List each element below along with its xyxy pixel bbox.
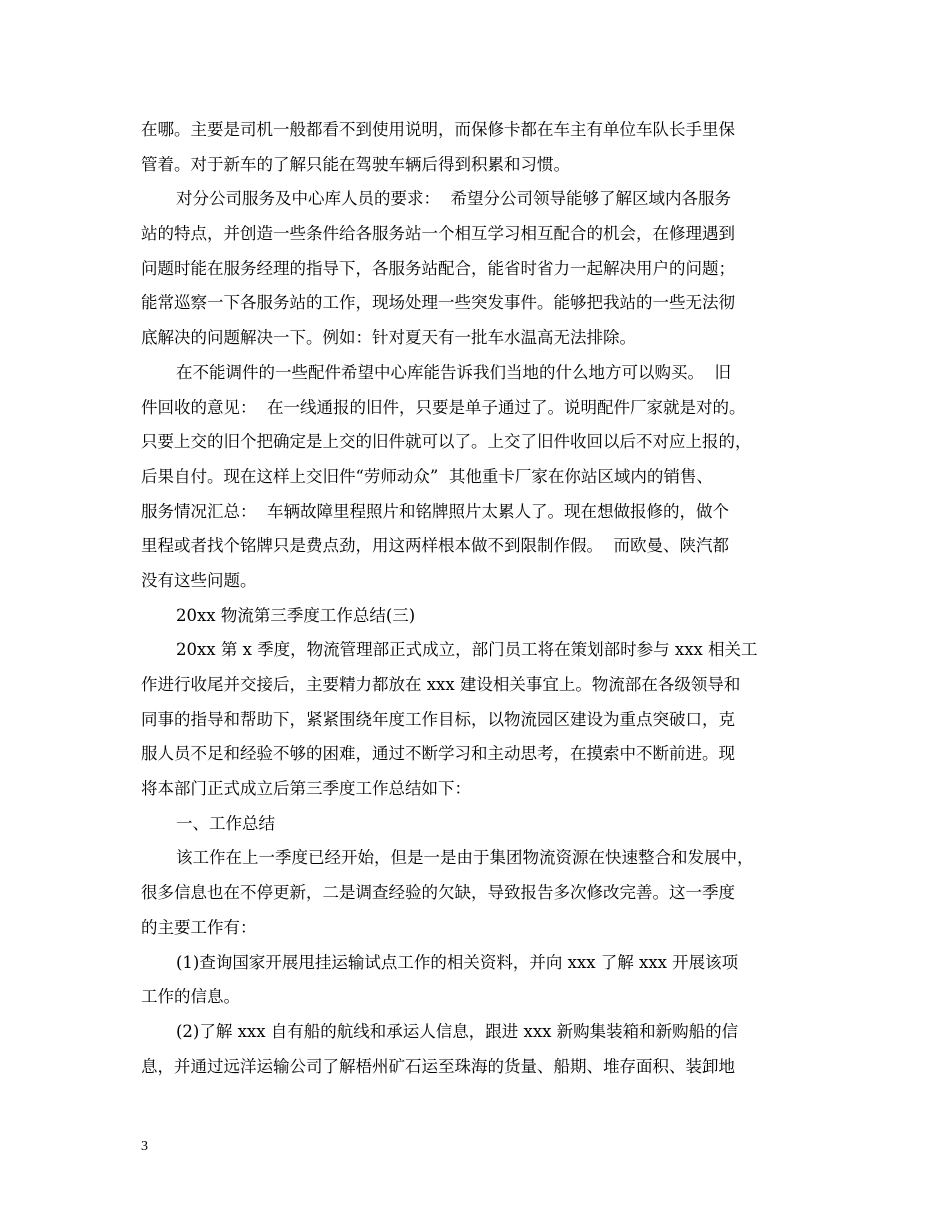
text-line: 件回收的意见： 在一线通报的旧件，只要是单子通过了。说明配件厂家就是对的。 bbox=[141, 397, 746, 417]
text-line: 没有这些问题。 bbox=[141, 570, 257, 590]
text-line: 很多信息也在不停更新，二是调查经验的欠缺，导致报告多次修改完善。这一季度 bbox=[141, 883, 735, 903]
text-line: 里程或者找个铭牌只是费点劲，用这两样根本做不到限制作假。 而欧曼、陕汽都 bbox=[141, 536, 729, 556]
text-line: 服人员不足和经验不够的困难，通过不断学习和主动思考，在摸索中不断前进。现 bbox=[141, 744, 735, 764]
text-line: 息，并通过远洋运输公司了解梧州矿石运至珠海的货量、船期、堆存面积、装卸地 bbox=[141, 1056, 735, 1076]
text-line: 底解决的问题解决一下。例如：针对夏天有一批车水温高无法排除。 bbox=[141, 328, 636, 348]
text-line: 管着。对于新车的了解只能在驾驶车辆后得到积累和习惯。 bbox=[141, 154, 570, 174]
text-line: 能常巡察一下各服务站的工作，现场处理一些突发事件。能够把我站的一些无法彻 bbox=[141, 293, 735, 313]
text-line: 只要上交的旧个把确定是上交的旧件就可以了。上交了旧件收回以后不对应上报的， bbox=[141, 432, 752, 452]
text-line: 的主要工作有： bbox=[141, 917, 257, 937]
text-line: 同事的指导和帮助下，紧紧围绕年度工作目标，以物流园区建设为重点突破口，克 bbox=[141, 709, 735, 729]
text-line: 站的特点，并创造一些条件给各服务站一个相互学习相互配合的机会，在修理遇到 bbox=[141, 224, 735, 244]
subsection-heading: 一、工作总结 bbox=[176, 813, 275, 833]
text-line: 将本部门正式成立后第三季度工作总结如下： bbox=[141, 779, 471, 799]
text-line: 问题时能在服务经理的指导下，各服务站配合，能省时省力一起解决用户的问题； bbox=[141, 258, 735, 278]
paragraph-start-line: 在不能调件的一些配件希望中心库能告诉我们当地的什么地方可以购买。 旧 bbox=[176, 362, 731, 382]
text-line: 工作的信息。 bbox=[141, 987, 240, 1007]
document-body bbox=[141, 113, 823, 1084]
paragraph-start-line: 20xx 第 x 季度，物流管理部正式成立，部门员工将在策划部时参与 xxx 相关工 bbox=[176, 640, 758, 660]
text-line: 后果自付。现在这样上交旧件“劳师动众” 其他重卡厂家在你站区域内的销售、 bbox=[141, 466, 713, 486]
text-line: 作进行收尾并交接后，主要精力都放在 xxx 建设相关事宜上。物流部在各级领导和 bbox=[141, 675, 741, 694]
section-title: 20xx 物流第三季度工作总结(三) bbox=[176, 605, 416, 625]
page-number: 3 bbox=[141, 1139, 148, 1154]
text-line: 在哪。主要是司机一般都看不到使用说明，而保修卡都在车主有单位车队长手里保 bbox=[141, 120, 735, 139]
list-item-start-line: (1)查询国家开展甩挂运输试点工作的相关资料，并向 xxx 了解 xxx 开展该项 bbox=[176, 952, 739, 972]
text-line: 服务情况汇总： 车辆故障里程照片和铭牌照片太累人了。现在想做报修的，做个 bbox=[141, 501, 729, 521]
list-item-start-line: (2)了解 xxx 自有船的航线和承运人信息，跟进 xxx 新购集装箱和新购船的信 bbox=[176, 1021, 739, 1041]
paragraph-start-line: 对分公司服务及中心库人员的要求： 希望分公司领导能够了解区域内各服务 bbox=[176, 189, 731, 209]
paragraph-start-line: 该工作在上一季度已经开始，但是一是由于集团物流资源在快速整合和发展中， bbox=[176, 848, 754, 868]
